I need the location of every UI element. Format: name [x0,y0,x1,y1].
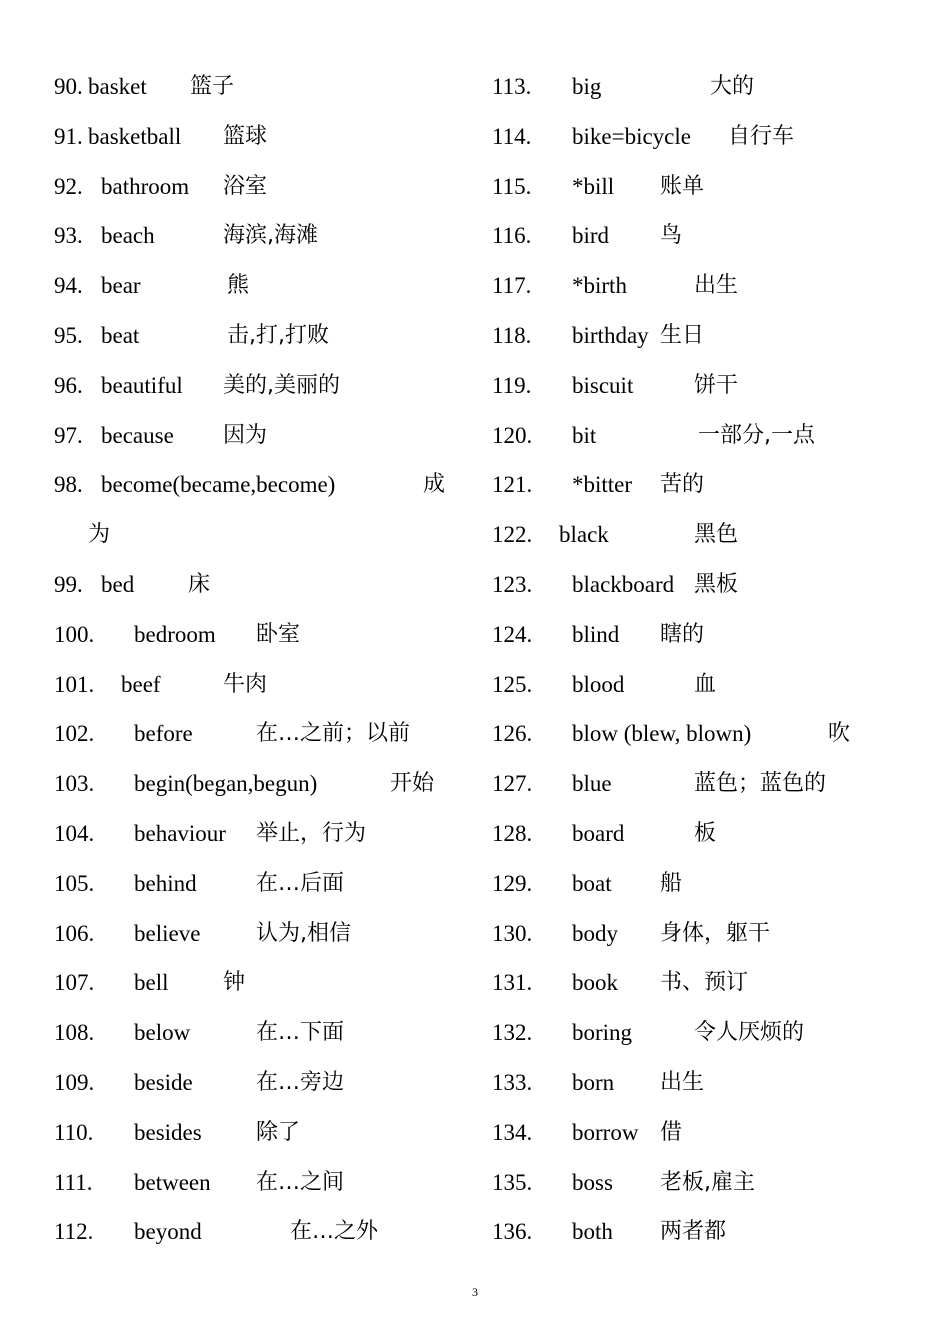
entry-word: board [572,820,625,846]
entry-word: beef [121,671,161,697]
vocab-entry [54,464,454,514]
vocab-entry [492,265,892,315]
entry-meaning: 认为,相信 [256,920,351,946]
entry-meaning: 身体，躯干 [660,920,771,946]
entry-number: 113. [492,74,532,99]
vocab-entry [492,913,892,963]
entry-word: biscuit [572,372,634,398]
entry-word: *birth [572,273,627,299]
entry-meaning: 自行车 [728,123,795,149]
vocab-entry [54,664,454,714]
entry-meaning: 大的 [710,74,755,99]
entry-meaning: 令人厌烦的 [694,1020,805,1046]
entry-meaning: 成 [423,472,446,498]
entry-meaning: 床 [188,571,211,597]
vocab-entry [54,614,454,664]
vocab-entry [54,962,454,1012]
entry-number: 135. [492,1169,533,1195]
vocab-entry [54,265,454,315]
vocab-entry [492,116,892,166]
entry-meaning: 船 [660,870,683,896]
entry-number: 126. [492,721,533,747]
entry-number: 90. [54,74,83,99]
entry-meaning: 瞎的 [660,621,705,647]
vocab-entry [54,66,454,116]
entry-meaning: 在…之前；以前 [256,721,411,747]
entry-word: blue [572,771,612,797]
vocab-entry [54,215,454,265]
entry-meaning: 击,打,打败 [227,322,329,348]
vocab-entry [54,116,454,166]
entry-meaning: 牛肉 [223,671,268,697]
entry-number: 131. [492,970,533,996]
entry-meaning: 血 [694,671,717,697]
vocab-entry [54,1012,454,1062]
entry-number: 110. [54,1119,94,1145]
entry-number: 97. [54,422,83,448]
entry-word: book [572,970,618,996]
vocab-entry [492,713,892,763]
entry-number: 114. [492,123,532,149]
entry-word: body [572,920,618,946]
entry-number: 105. [54,870,95,896]
entry-number: 136. [492,1219,533,1245]
entry-word: blood [572,671,625,697]
entry-number: 127. [492,771,533,797]
vocab-entry [54,1211,454,1261]
entry-number: 99. [54,571,83,597]
vocab-entry [492,863,892,913]
entry-meaning: 在…之外 [290,1219,379,1245]
entry-meaning: 黑板 [694,571,739,597]
entry-word: bear [101,273,141,299]
entry-meaning: 在…旁边 [256,1069,345,1095]
entry-number: 103. [54,771,95,797]
vocab-entry [492,813,892,863]
entry-word: borrow [572,1119,639,1145]
entry-word: bike=bicycle [572,123,691,149]
vocab-entry [54,1062,454,1112]
entry-word: below [134,1020,191,1046]
entry-meaning: 美的,美丽的 [223,372,340,398]
entry-number: 107. [54,970,95,996]
vocab-entry [54,365,454,415]
vocab-entry [492,564,892,614]
vocab-entry [54,1162,454,1212]
entry-number: 122. [492,522,533,548]
entry-meaning: 因为 [223,422,268,448]
entry-number: 119. [492,372,532,398]
entry-word: boss [572,1169,613,1195]
entry-word: besides [134,1119,202,1145]
entry-number: 108. [54,1020,95,1046]
left-column [54,66,454,1261]
entry-meaning: 借 [660,1119,683,1145]
vocab-entry [492,215,892,265]
vocab-entry [54,863,454,913]
vocab-entry [54,813,454,863]
entry-number: 133. [492,1069,533,1095]
entry-word: blow (blew, blown) [572,721,752,747]
entry-meaning: 浴室 [223,173,268,199]
entry-number: 132. [492,1020,533,1046]
entry-meaning: 在…之间 [256,1169,345,1195]
vocab-entry [492,315,892,365]
entry-meaning: 举止，行为 [256,820,367,846]
entry-word: *bill [572,173,615,199]
entry-meaning: 除了 [256,1119,301,1145]
entry-number: 95. [54,322,83,348]
entry-word: beyond [134,1219,202,1245]
entry-word: big [572,74,602,99]
right-column [492,66,892,1261]
entry-meaning: 黑色 [694,522,739,548]
entry-number: 104. [54,820,95,846]
entry-meaning: 板 [694,820,717,846]
entry-meaning: 为 [88,522,111,548]
entry-number: 96. [54,372,83,398]
entry-word: behaviour [134,820,226,846]
entry-number: 116. [492,223,532,249]
vocab-entry [492,166,892,216]
entry-meaning: 海滨,海滩 [223,223,318,249]
entry-word: bit [572,422,597,448]
vocab-entry [54,763,454,813]
entry-number: 91. [54,123,83,149]
vocab-entry [492,66,892,116]
vocab-entry [492,415,892,465]
vocab-entry [54,514,454,564]
vocab-entry [492,664,892,714]
entry-number: 93. [54,223,83,249]
entry-word: basket [88,74,147,99]
entry-number: 128. [492,820,533,846]
entry-word: both [572,1219,613,1245]
entry-word: boring [572,1020,633,1046]
entry-meaning: 出生 [660,1069,705,1095]
vocab-entry [492,464,892,514]
entry-number: 120. [492,422,533,448]
entry-word: because [101,422,174,448]
entry-meaning: 在…后面 [256,870,345,896]
entry-number: 134. [492,1119,533,1145]
entry-word: bed [101,571,135,597]
entry-meaning: 一部分,一点 [698,422,815,448]
vocab-entry [492,614,892,664]
entry-number: 111. [54,1169,93,1195]
entry-word: bird [572,223,610,249]
vocab-entry [492,962,892,1012]
entry-number: 123. [492,571,533,597]
entry-number: 129. [492,870,533,896]
entry-meaning: 老板,雇主 [660,1169,755,1195]
vocab-entry [492,365,892,415]
entry-meaning: 账单 [660,173,705,199]
vocab-entry [492,1211,892,1261]
entry-meaning: 在…下面 [256,1020,345,1046]
vocab-entry [492,1112,892,1162]
vocab-entry [54,1112,454,1162]
vocab-entry [54,564,454,614]
entry-word: before [134,721,193,747]
entry-word: born [572,1069,615,1095]
entry-word: *bitter [572,472,633,498]
vocab-entry [492,1062,892,1112]
entry-number: 125. [492,671,533,697]
entry-meaning: 生日 [660,322,705,348]
entry-word: beautiful [101,372,183,398]
entry-word: behind [134,870,197,896]
entry-word: basketball [88,123,182,149]
entry-word: bedroom [134,621,216,647]
entry-meaning: 书、预订 [660,970,749,996]
entry-number: 130. [492,920,533,946]
entry-number: 98. [54,472,83,498]
entry-meaning: 鸟 [660,223,683,249]
entry-number: 101. [54,671,95,697]
entry-number: 106. [54,920,95,946]
entry-word: blind [572,621,620,647]
entry-number: 94. [54,273,83,299]
entry-meaning: 蓝色；蓝色的 [694,771,827,797]
entry-meaning: 出生 [694,273,739,299]
entry-meaning: 熊 [227,273,250,299]
entry-meaning: 两者都 [660,1219,727,1245]
entry-word: birthday [572,322,649,348]
entry-word: boat [572,870,612,896]
entry-word: blackboard [572,571,675,597]
entry-word: bell [134,970,169,996]
vocab-entry [54,415,454,465]
entry-number: 112. [54,1219,94,1245]
entry-number: 100. [54,621,95,647]
entry-meaning: 开始 [390,771,435,797]
page-number: 3 [472,1285,478,1299]
entry-meaning: 饼干 [694,372,739,398]
vocab-entry [492,514,892,564]
entry-number: 124. [492,621,533,647]
entry-number: 121. [492,472,533,498]
entry-meaning: 吹 [828,721,851,747]
entry-meaning: 篮球 [223,123,268,149]
entry-word: between [134,1169,211,1195]
entry-meaning: 篮子 [190,74,235,99]
entry-number: 109. [54,1069,95,1095]
entry-number: 115. [492,173,532,199]
entry-number: 117. [492,273,532,299]
vocab-entry [54,166,454,216]
entry-meaning: 卧室 [256,621,301,647]
entry-meaning: 钟 [223,970,246,996]
entry-number: 118. [492,322,532,348]
entry-number: 92. [54,173,83,199]
vocab-entry [54,713,454,763]
vocab-entry [54,315,454,365]
entry-word: begin(began,begun) [134,771,318,797]
vocab-entry [492,1012,892,1062]
entry-number: 102. [54,721,95,747]
entry-word: beside [134,1069,193,1095]
entry-word: beat [101,322,140,348]
entry-word: become(became,become) [101,472,336,498]
vocab-entry [492,1162,892,1212]
entry-word: black [559,522,609,548]
entry-meaning: 苦的 [660,472,705,498]
vocab-entry [54,913,454,963]
entry-word: bathroom [101,173,190,199]
entry-word: believe [134,920,201,946]
entry-word: beach [101,223,155,249]
vocab-entry [492,763,892,813]
